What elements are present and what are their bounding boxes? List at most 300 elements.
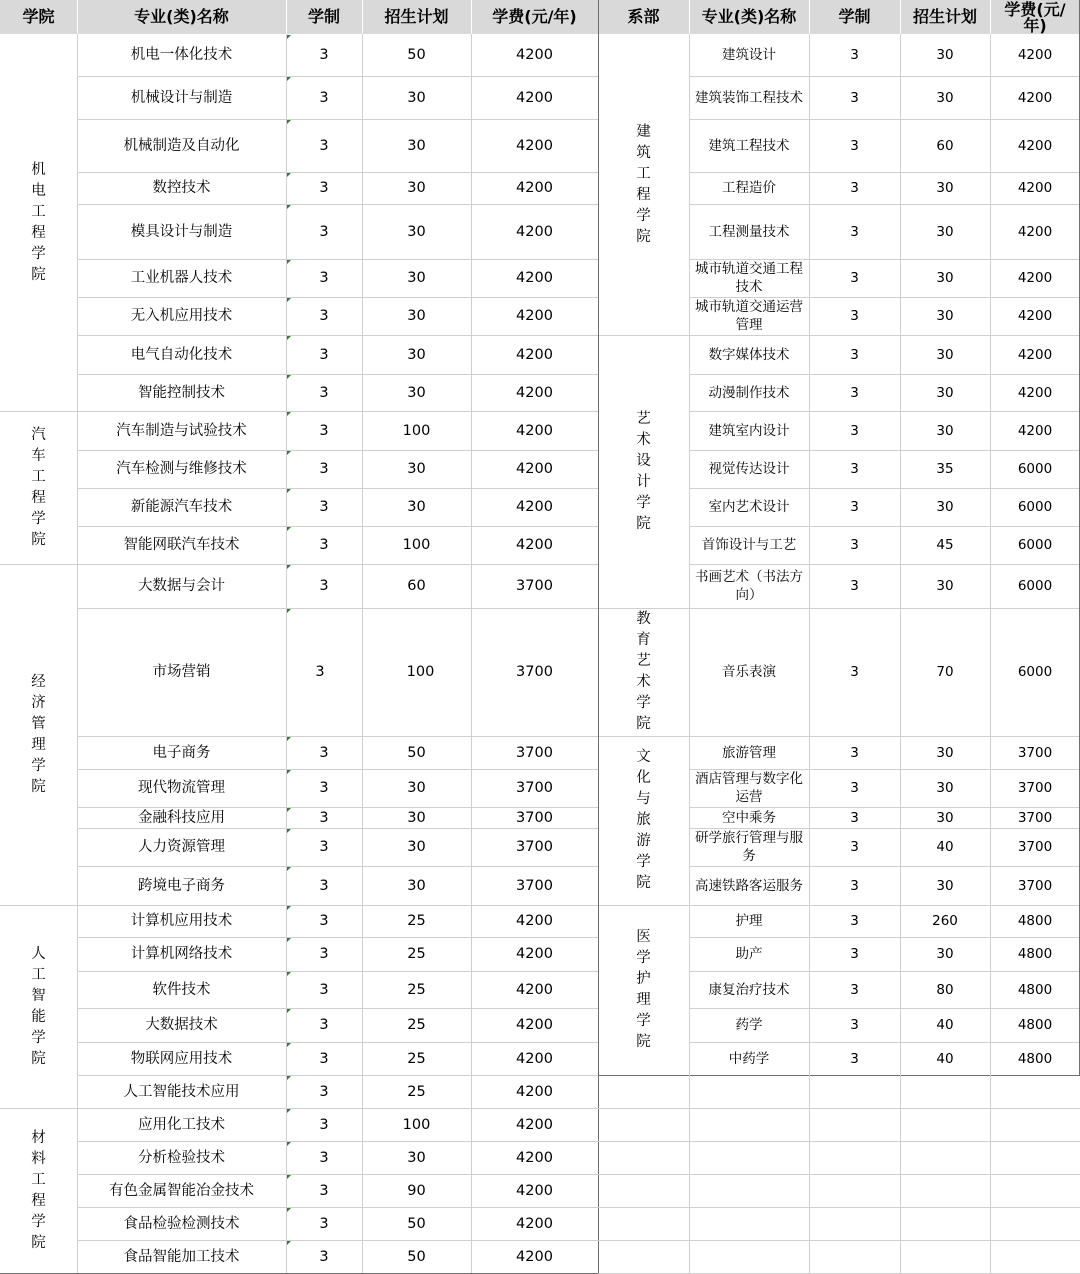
left-fee-cell: 4200	[516, 946, 553, 962]
right-major-cell: 城市轨道交通工程技术	[695, 261, 803, 295]
right-major-cell: 高速铁路客运服务	[695, 877, 803, 894]
left-years-cell: 3	[319, 47, 329, 63]
empty-row-line	[598, 1240, 1080, 1241]
left-plan-cell: 30	[407, 461, 426, 477]
left-years-cell: 3	[319, 744, 329, 761]
right-fee-cell: 4200	[1017, 47, 1053, 63]
right-fee-cell: 4200	[1017, 223, 1053, 240]
right-major-cell: 酒店管理与数字化运营	[695, 771, 803, 805]
right-col-line	[809, 34, 810, 1075]
left-header-plan: 招生计划	[384, 7, 449, 26]
cell-marker	[287, 35, 291, 39]
left-fee-cell: 4200	[516, 137, 553, 154]
cell-marker	[287, 609, 291, 613]
left-years-cell: 3	[319, 1215, 329, 1232]
right-fee-cell: 6000	[1017, 499, 1053, 515]
left-plan-cell: 30	[407, 346, 426, 363]
left-years-cell: 3	[319, 308, 329, 324]
right-years-cell: 3	[850, 422, 859, 439]
right-plan-cell: 30	[936, 47, 954, 63]
left-plan-cell: 25	[407, 981, 426, 998]
left-college-name: 经济管理学院	[31, 673, 46, 795]
left-header-years: 学制	[307, 7, 340, 26]
cell-marker	[287, 1109, 291, 1113]
right-plan-cell: 60	[936, 137, 954, 154]
right-fee-cell: 6000	[1017, 537, 1053, 553]
right-years-cell: 3	[850, 877, 859, 894]
left-fee-cell: 3700	[516, 578, 553, 594]
left-fee-cell: 4200	[516, 1050, 553, 1067]
right-major-cell: 工程测量技术	[708, 223, 790, 240]
right-years-cell: 3	[850, 537, 859, 553]
right-major-cell: 动漫制作技术	[708, 384, 790, 401]
left-plan-cell: 25	[407, 913, 426, 929]
left-major-cell: 电气自动化技术	[130, 346, 233, 363]
left-college-name: 材料工程学院	[31, 1129, 46, 1251]
cell-marker	[287, 412, 291, 416]
left-plan-cell: 50	[407, 744, 426, 761]
left-fee-cell: 4200	[516, 1149, 553, 1166]
right-fee-cell: 6000	[1017, 578, 1053, 594]
right-header-fee: 学费(元/年)	[1004, 0, 1066, 34]
left-major-cell: 分析检验技术	[138, 1149, 225, 1166]
right-col-line	[900, 34, 901, 1075]
left-plan-cell: 30	[407, 809, 426, 826]
right-years-cell: 3	[850, 839, 859, 855]
right-plan-cell: 30	[936, 499, 954, 515]
cell-marker	[287, 527, 291, 531]
left-major-cell: 金融科技应用	[138, 809, 225, 826]
right-fee-cell: 4800	[1017, 913, 1053, 929]
right-major-cell: 视觉传达设计	[708, 461, 790, 477]
left-plan-cell: 30	[407, 839, 426, 855]
left-fee-cell: 4200	[516, 346, 553, 363]
right-plan-cell: 30	[936, 270, 954, 286]
left-fee-cell: 3700	[516, 664, 553, 680]
left-years-cell: 3	[319, 180, 329, 196]
right-major-cell: 中药学	[728, 1050, 770, 1067]
left-col-line	[362, 34, 363, 1273]
header-divider	[286, 0, 287, 34]
right-years-cell: 3	[850, 744, 859, 761]
left-plan-cell: 25	[407, 946, 426, 962]
left-plan-cell: 30	[407, 877, 426, 894]
left-major-cell: 无入机应用技术	[130, 308, 233, 324]
right-plan-cell: 30	[936, 946, 954, 962]
left-plan-cell: 30	[407, 499, 426, 515]
cell-marker	[287, 867, 291, 871]
left-header-college: 学院	[22, 7, 55, 26]
right-plan-cell: 30	[936, 877, 954, 894]
empty-col-line	[689, 1075, 690, 1274]
right-college-name: 医学护理学院	[636, 929, 651, 1050]
right-plan-cell: 30	[936, 180, 954, 196]
left-major-cell: 物联网应用技术	[130, 1050, 233, 1067]
left-major-cell: 工业机器人技术	[130, 270, 233, 286]
left-header-fee: 学费(元/年)	[492, 7, 577, 26]
header-divider	[362, 0, 363, 34]
left-major-cell: 应用化工技术	[138, 1116, 225, 1133]
right-fee-cell: 3700	[1017, 780, 1053, 796]
right-plan-cell: 30	[936, 308, 954, 324]
left-fee-cell: 4200	[516, 1116, 553, 1133]
right-plan-cell: 40	[936, 839, 954, 855]
cell-marker	[287, 808, 291, 812]
left-major-cell: 有色金属智能冶金技术	[109, 1182, 254, 1199]
left-fee-cell: 3700	[516, 744, 553, 761]
left-major-cell: 电子商务	[152, 744, 211, 761]
right-college-name: 建筑工程学院	[636, 123, 651, 245]
left-major-cell: 汽车检测与维修技术	[116, 461, 247, 477]
left-years-cell: 3	[319, 422, 329, 439]
left-fee-cell: 4200	[516, 913, 553, 929]
right-years-cell: 3	[850, 809, 859, 826]
left-fee-cell: 4200	[516, 537, 553, 553]
right-fee-cell: 4200	[1017, 270, 1053, 286]
left-fee-cell: 4200	[516, 1083, 553, 1100]
right-header-years: 学制	[838, 7, 871, 26]
left-plan-cell: 50	[407, 1248, 426, 1265]
right-plan-cell: 80	[936, 981, 954, 998]
right-major-cell: 康复治疗技术	[708, 981, 790, 998]
right-major-cell: 书画艺术（书法方向）	[695, 569, 803, 603]
left-years-cell: 3	[319, 1017, 329, 1033]
header-divider	[471, 0, 472, 34]
right-plan-cell: 40	[936, 1050, 954, 1067]
cell-marker	[287, 336, 291, 340]
left-plan-cell: 30	[407, 1149, 426, 1166]
left-plan-cell: 25	[407, 1017, 426, 1033]
left-major-cell: 大数据技术	[145, 1017, 218, 1033]
header-divider	[809, 0, 810, 34]
cell-marker	[287, 1208, 291, 1212]
right-fee-cell: 4200	[1017, 346, 1053, 363]
right-years-cell: 3	[850, 946, 859, 962]
cell-marker	[287, 829, 291, 833]
cell-marker	[287, 260, 291, 264]
left-years-cell: 3	[319, 877, 329, 894]
right-fee-cell: 3700	[1017, 809, 1053, 826]
right-fee-cell: 6000	[1017, 461, 1053, 477]
right-major-cell: 旅游管理	[722, 744, 776, 761]
cell-marker	[287, 906, 291, 910]
left-plan-cell: 25	[407, 1083, 426, 1100]
left-years-cell: 3	[319, 537, 329, 553]
header-divider	[990, 0, 991, 34]
left-years-cell: 3	[319, 1182, 329, 1199]
left-years-cell: 3	[315, 664, 325, 680]
cell-marker	[287, 298, 291, 302]
left-major-cell: 市场营销	[152, 664, 211, 680]
left-fee-cell: 4200	[516, 981, 553, 998]
right-fee-cell: 4200	[1017, 308, 1053, 324]
left-table-right-border	[598, 0, 599, 1274]
left-major-cell: 模具设计与制造	[130, 223, 233, 240]
empty-row-line	[598, 1174, 1080, 1175]
right-plan-cell: 30	[936, 346, 954, 363]
left-plan-cell: 25	[407, 1050, 426, 1067]
left-plan-cell: 30	[407, 780, 426, 796]
left-header-major: 专业(类)名称	[134, 7, 229, 26]
left-major-cell: 食品智能加工技术	[123, 1248, 240, 1265]
right-fee-cell: 4800	[1017, 946, 1053, 962]
left-plan-cell: 30	[407, 89, 426, 106]
left-plan-cell: 50	[407, 1215, 426, 1232]
left-fee-cell: 4200	[516, 308, 553, 324]
left-years-cell: 3	[319, 946, 329, 962]
right-fee-cell: 4200	[1017, 422, 1053, 439]
right-college-name: 文化与旅游学院	[636, 749, 651, 891]
left-years-cell: 3	[319, 89, 329, 106]
left-years-cell: 3	[319, 1050, 329, 1067]
left-plan-cell: 30	[407, 384, 426, 401]
left-years-cell: 3	[319, 384, 329, 401]
right-plan-cell: 30	[936, 578, 954, 594]
header-divider	[77, 0, 78, 34]
right-major-cell: 药学	[735, 1017, 763, 1033]
left-major-cell: 软件技术	[152, 981, 211, 998]
left-col-line	[471, 34, 472, 1273]
right-college-name: 艺术设计学院	[636, 410, 651, 532]
right-major-cell: 室内艺术设计	[708, 499, 790, 515]
right-fee-cell: 3700	[1017, 877, 1053, 894]
left-years-cell: 3	[319, 981, 329, 998]
right-major-cell: 数字媒体技术	[708, 346, 790, 363]
left-plan-cell: 100	[406, 664, 435, 680]
cell-marker	[287, 938, 291, 942]
cell-marker	[287, 1241, 291, 1245]
cell-marker	[287, 1142, 291, 1146]
right-fee-cell: 4200	[1017, 180, 1053, 196]
right-years-cell: 3	[850, 180, 859, 196]
left-plan-cell: 100	[402, 537, 431, 553]
left-major-cell: 计算机应用技术	[130, 913, 233, 929]
right-plan-cell: 260	[932, 913, 958, 929]
left-fee-cell: 3700	[516, 780, 553, 796]
right-plan-cell: 30	[936, 744, 954, 761]
cell-marker	[287, 737, 291, 741]
right-plan-cell: 40	[936, 1017, 954, 1033]
left-plan-cell: 60	[407, 578, 426, 594]
right-years-cell: 3	[850, 499, 859, 515]
right-plan-cell: 30	[936, 89, 954, 106]
left-major-cell: 食品检验检测技术	[123, 1215, 240, 1232]
left-major-cell: 机电一体化技术	[130, 47, 233, 63]
cell-marker	[287, 1175, 291, 1179]
right-header-major: 专业(类)名称	[701, 7, 797, 26]
left-years-cell: 3	[319, 839, 329, 855]
right-years-cell: 3	[850, 664, 859, 680]
cell-marker	[287, 1009, 291, 1013]
left-fee-cell: 4200	[516, 422, 553, 439]
right-fee-cell: 4800	[1017, 1017, 1053, 1033]
left-plan-cell: 30	[407, 270, 426, 286]
left-major-cell: 智能网联汽车技术	[123, 537, 240, 553]
left-plan-cell: 50	[407, 47, 426, 63]
right-years-cell: 3	[850, 270, 859, 286]
right-major-cell: 城市轨道交通运营管理	[695, 299, 803, 333]
left-major-cell: 新能源汽车技术	[130, 499, 233, 515]
right-major-cell: 首饰设计与工艺	[701, 537, 797, 553]
left-years-cell: 3	[319, 1248, 329, 1265]
right-plan-cell: 30	[936, 384, 954, 401]
left-plan-cell: 30	[407, 137, 426, 154]
right-fee-cell: 4800	[1017, 981, 1053, 998]
left-fee-cell: 4200	[516, 384, 553, 401]
left-fee-cell: 4200	[516, 1017, 553, 1033]
right-years-cell: 3	[850, 346, 859, 363]
right-table-bottom-border	[598, 1075, 1080, 1076]
cell-marker	[287, 120, 291, 124]
right-years-cell: 3	[850, 384, 859, 401]
left-fee-cell: 4200	[516, 47, 553, 63]
right-fee-cell: 6000	[1017, 664, 1053, 680]
left-years-cell: 3	[319, 499, 329, 515]
left-major-cell: 汽车制造与试验技术	[116, 422, 247, 439]
right-major-cell: 工程造价	[722, 180, 776, 196]
right-years-cell: 3	[850, 1017, 859, 1033]
left-major-cell: 现代物流管理	[138, 780, 225, 796]
left-fee-cell: 3700	[516, 839, 553, 855]
left-years-cell: 3	[319, 1083, 329, 1100]
right-fee-cell: 4200	[1017, 384, 1053, 401]
left-major-cell: 机械设计与制造	[130, 89, 233, 106]
cell-marker	[287, 1076, 291, 1080]
right-major-cell: 研学旅行管理与服务	[695, 830, 803, 864]
right-fee-cell: 3700	[1017, 744, 1053, 761]
cell-marker	[287, 972, 291, 976]
right-years-cell: 3	[850, 223, 859, 240]
left-college-name: 人工智能学院	[31, 945, 46, 1067]
right-plan-cell: 30	[936, 223, 954, 240]
right-years-cell: 3	[850, 1050, 859, 1067]
left-fee-cell: 3700	[516, 809, 553, 826]
right-years-cell: 3	[850, 137, 859, 154]
empty-row-line	[598, 1108, 1080, 1109]
left-years-cell: 3	[319, 780, 329, 796]
cell-marker	[287, 489, 291, 493]
right-major-cell: 建筑室内设计	[708, 422, 790, 439]
empty-col-line	[990, 1075, 991, 1274]
left-fee-cell: 4200	[516, 223, 553, 240]
header-divider	[900, 0, 901, 34]
left-fee-cell: 3700	[516, 877, 553, 894]
left-fee-cell: 4200	[516, 1182, 553, 1199]
left-major-cell: 人工智能技术应用	[123, 1083, 240, 1100]
left-major-cell: 智能控制技术	[138, 384, 225, 401]
right-plan-cell: 35	[936, 461, 954, 477]
left-plan-cell: 30	[407, 308, 426, 324]
cell-marker	[287, 77, 291, 81]
left-plan-cell: 100	[402, 1116, 431, 1133]
right-fee-cell: 4200	[1017, 89, 1053, 106]
right-college-name: 教育艺术学院	[636, 611, 651, 732]
right-col-line	[689, 34, 690, 1075]
cell-marker	[287, 451, 291, 455]
left-fee-cell: 4200	[516, 1215, 553, 1232]
right-years-cell: 3	[850, 913, 859, 929]
right-years-cell: 3	[850, 461, 859, 477]
right-major-cell: 建筑工程技术	[708, 137, 790, 154]
empty-row-line	[598, 1141, 1080, 1142]
left-fee-cell: 4200	[516, 180, 553, 196]
left-years-cell: 3	[319, 913, 329, 929]
empty-row-line	[598, 1207, 1080, 1208]
left-major-cell: 数控技术	[152, 180, 211, 196]
right-years-cell: 3	[850, 780, 859, 796]
right-plan-cell: 30	[936, 422, 954, 439]
right-years-cell: 3	[850, 981, 859, 998]
left-years-cell: 3	[319, 1149, 329, 1166]
right-fee-cell: 4200	[1017, 137, 1053, 154]
left-years-cell: 3	[319, 809, 329, 826]
right-fee-cell: 4800	[1017, 1050, 1053, 1067]
left-plan-cell: 30	[407, 223, 426, 240]
right-years-cell: 3	[850, 308, 859, 324]
left-college-name: 机电工程学院	[31, 161, 46, 283]
left-years-cell: 3	[319, 578, 329, 594]
left-plan-cell: 90	[407, 1182, 426, 1199]
right-major-cell: 建筑装饰工程技术	[695, 89, 803, 106]
left-fee-cell: 4200	[516, 89, 553, 106]
left-fee-cell: 4200	[516, 270, 553, 286]
left-fee-cell: 4200	[516, 1248, 553, 1265]
right-years-cell: 3	[850, 47, 859, 63]
right-years-cell: 3	[850, 89, 859, 106]
right-plan-cell: 45	[936, 537, 954, 553]
right-plan-cell: 70	[936, 664, 954, 680]
left-college-name: 汽车工程学院	[31, 426, 46, 548]
right-major-cell: 空中乘务	[722, 809, 776, 826]
left-years-cell: 3	[319, 223, 329, 240]
right-col-line	[990, 34, 991, 1075]
right-major-cell: 助产	[735, 946, 763, 962]
left-col-line	[77, 34, 78, 1273]
cell-marker	[287, 375, 291, 379]
cell-marker	[287, 565, 291, 569]
left-plan-cell: 100	[402, 422, 431, 439]
left-years-cell: 3	[319, 270, 329, 286]
right-major-cell: 音乐表演	[722, 664, 776, 680]
cell-marker	[287, 173, 291, 177]
cell-marker	[287, 1043, 291, 1047]
left-years-cell: 3	[319, 461, 329, 477]
left-major-cell: 机械制造及自动化	[123, 137, 240, 154]
left-col-line	[286, 34, 287, 1273]
left-years-cell: 3	[319, 346, 329, 363]
right-major-cell: 护理	[735, 913, 763, 929]
right-header-dept: 系部	[627, 7, 660, 26]
left-major-cell: 人力资源管理	[138, 839, 225, 855]
empty-col-line	[900, 1075, 901, 1274]
left-fee-cell: 4200	[516, 461, 553, 477]
left-major-cell: 计算机网络技术	[130, 946, 233, 962]
left-years-cell: 3	[319, 1116, 329, 1133]
right-plan-cell: 30	[936, 809, 954, 826]
left-plan-cell: 30	[407, 180, 426, 196]
right-major-cell: 建筑设计	[722, 47, 776, 63]
cell-marker	[287, 205, 291, 209]
right-plan-cell: 30	[936, 780, 954, 796]
right-fee-cell: 3700	[1017, 839, 1053, 855]
left-major-cell: 大数据与会计	[138, 578, 225, 594]
cell-marker	[287, 770, 291, 774]
right-header-plan: 招生计划	[912, 7, 977, 26]
header-divider	[689, 0, 690, 34]
left-major-cell: 跨境电子商务	[138, 877, 225, 894]
left-fee-cell: 4200	[516, 499, 553, 515]
left-years-cell: 3	[319, 137, 329, 154]
